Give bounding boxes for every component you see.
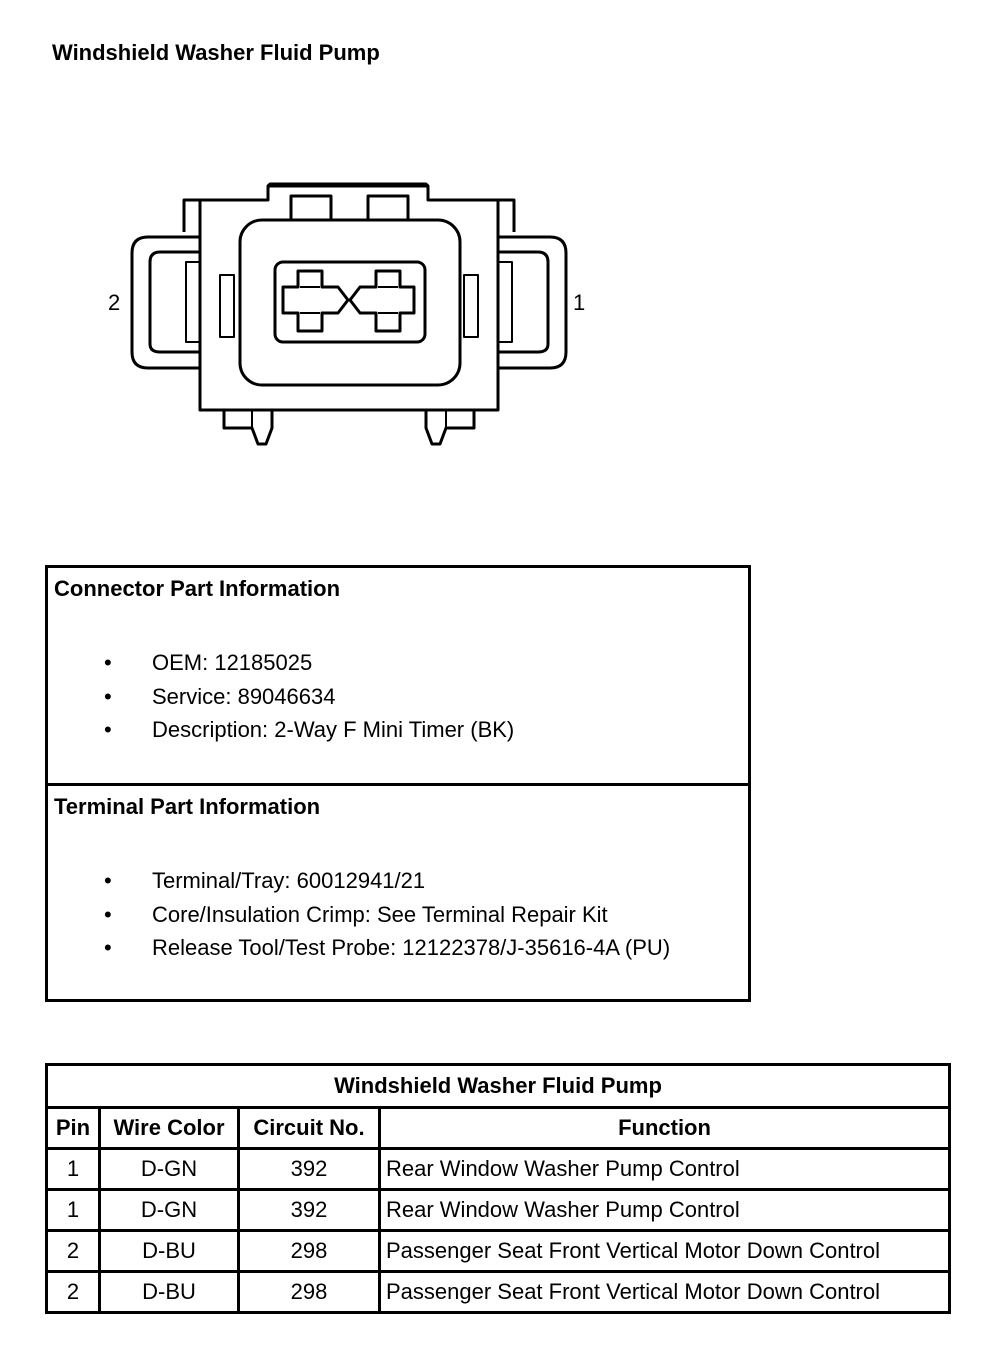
function-cell: Rear Window Washer Pump Control xyxy=(381,1191,948,1232)
bottom-foot-right xyxy=(426,410,474,444)
bullet-icon: • xyxy=(104,717,112,742)
top-tab-left xyxy=(291,196,331,220)
wire-color-cell: D-GN xyxy=(101,1150,240,1191)
bottom-foot-left xyxy=(224,410,272,444)
wire-color-cell: D-GN xyxy=(101,1191,240,1232)
connector-part-info-list xyxy=(104,646,514,747)
pin-table-caption: Windshield Washer Fluid Pump xyxy=(48,1066,948,1109)
list-item xyxy=(104,646,514,680)
table-row xyxy=(48,1191,948,1232)
pin-table xyxy=(45,1063,951,1314)
circuit-no-cell: 298 xyxy=(240,1273,381,1311)
column-header-wire-color: Wire Color xyxy=(101,1109,240,1150)
table-row xyxy=(48,1232,948,1273)
list-item xyxy=(104,898,670,932)
pin-cell: 1 xyxy=(48,1150,101,1191)
right-latch xyxy=(498,237,566,368)
circuit-no-cell: 392 xyxy=(240,1150,381,1191)
circuit-no-cell: 392 xyxy=(240,1191,381,1232)
circuit-no-cell: 298 xyxy=(240,1232,381,1273)
wire-color-cell: D-BU xyxy=(101,1232,240,1273)
function-cell: Passenger Seat Front Vertical Motor Down Control xyxy=(381,1232,948,1273)
column-header-circuit-no: Circuit No. xyxy=(240,1109,381,1150)
table-row xyxy=(48,1273,948,1311)
connector-face-diagram xyxy=(100,175,580,455)
item-text: OEM: 12185025 xyxy=(152,650,313,675)
bullet-icon: • xyxy=(104,868,112,893)
column-header-pin: Pin xyxy=(48,1109,101,1150)
column-header-function: Function xyxy=(381,1109,948,1150)
pin-cell: 2 xyxy=(48,1232,101,1273)
list-item xyxy=(104,713,514,747)
pin-1-label: 1 xyxy=(573,290,586,315)
list-item xyxy=(104,680,514,714)
terminal-part-info-section xyxy=(48,786,748,999)
cavity-pin-2 xyxy=(283,271,348,331)
connector-part-info-heading: Connector Part Information xyxy=(54,576,341,601)
bullet-icon: • xyxy=(104,901,112,927)
left-latch xyxy=(132,237,200,368)
bullet-icon: • xyxy=(104,650,112,675)
page-title: Windshield Washer Fluid Pump xyxy=(52,40,380,65)
pin-cell: 2 xyxy=(48,1273,101,1311)
inner-face xyxy=(240,220,460,385)
part-information-box xyxy=(45,565,751,1002)
connector-part-info-section xyxy=(48,568,748,786)
list-item xyxy=(104,931,670,965)
item-text: Core/Insulation Crimp: See Terminal Repair Kit xyxy=(152,901,608,927)
table-row xyxy=(48,1150,948,1191)
terminal-part-info-list xyxy=(104,864,670,965)
item-text: Release Tool/Test Probe: 12122378/J-35616-4A (PU) xyxy=(152,935,671,960)
terminal-part-info-heading: Terminal Part Information xyxy=(54,794,321,819)
pin-cell: 1 xyxy=(48,1191,101,1232)
item-text: Description: 2-Way F Mini Timer (BK) xyxy=(152,717,515,742)
function-cell: Rear Window Washer Pump Control xyxy=(381,1150,948,1191)
list-item xyxy=(104,864,670,898)
function-cell: Passenger Seat Front Vertical Motor Down Control xyxy=(386,1279,881,1304)
wire-color-cell: D-BU xyxy=(101,1273,240,1311)
item-text: Service: 89046634 xyxy=(152,683,336,709)
bullet-icon: • xyxy=(104,935,112,960)
bullet-icon: • xyxy=(104,683,112,709)
item-text: Terminal/Tray: 60012941/21 xyxy=(152,868,426,893)
top-tab-right xyxy=(368,196,408,220)
cavity-pin-1 xyxy=(350,271,414,331)
pin-2-label: 2 xyxy=(108,290,121,315)
